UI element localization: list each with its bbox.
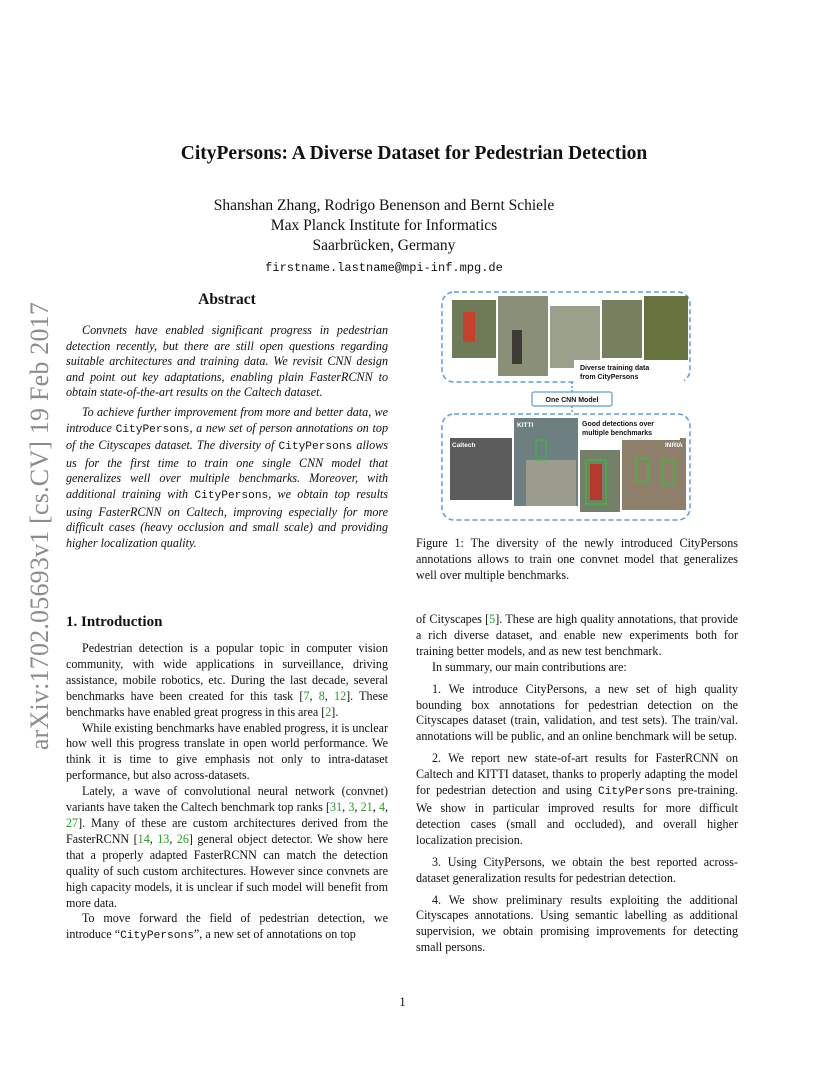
contribution-item: 3. Using CityPersons, we obtain the best reported across-dataset generalization results for pedestrian detection.: [416, 854, 738, 885]
contribution-item: 2. We report new state-of-art results for FasterRCNN on Caltech and KITTI dataset, thanks to properly adapting the model for pedestrian detection and using CityPersons pre-training. We show in particular improved results for more difficult detection cases (small and occluded), and overall higher localization precision.: [416, 751, 738, 847]
body-paragraph: Pedestrian detection is a popular topic in computer vision community, with wide applications in surveillance, driving assistance, mobile robotics, etc. During the last decade, several benchmarks have been created for this task [7, 8, 12]. These benchmarks have enabled great progress in this area [2].: [66, 641, 389, 719]
citation-link[interactable]: 26: [176, 831, 189, 846]
photo-thumb: [512, 330, 522, 364]
paper-title: CityPersons: A Diverse Dataset for Pedestrian Detection: [180, 143, 648, 164]
citation-link[interactable]: 4: [378, 800, 385, 815]
code-term: CityPersons: [194, 489, 269, 502]
author-email: firstname.lastname@mpi-inf.mpg.de: [265, 261, 503, 275]
abstract-heading: Abstract: [198, 291, 256, 308]
abstract-paragraph: To achieve further improvement from more and better data, we introduce CityPersons, a new set of person annotations on top of the Cityscapes dataset. The diversity of CityPersons allows us for the first time to train one single CNN model that generalizes well over multiple benchmarks. Moreover, with additional training with CityPersons, we obtain top results using FasterRCNN on Caltech, improving especially for more difficult cases (heavy occlusion and small scale) and providing higher localization quality.: [66, 404, 389, 550]
code-term: CityPersons: [120, 930, 194, 943]
arxiv-identifier: arXiv:1702.05693v1 [cs.CV] 19 Feb 2017: [25, 301, 54, 751]
figure-illustration: [440, 290, 694, 522]
label-train-1: Diverse training data: [580, 365, 650, 372]
dataset-label-inria: INRIA: [665, 442, 683, 449]
photo-thumb: [526, 460, 576, 506]
photo-thumb: [644, 296, 688, 360]
label-bg: [574, 360, 684, 386]
contribution-item: 4. We show preliminary results exploiting the additional Cityscapes annotations. Using semantic labelling as additional supervision, we obtain promising improvements for detecting small persons.: [416, 892, 738, 955]
citation-link[interactable]: 13: [157, 831, 170, 846]
citation-link[interactable]: 5: [489, 612, 496, 626]
author-block: [0, 196, 768, 278]
citation-link[interactable]: 14: [137, 831, 150, 846]
photo-thumb: [590, 464, 602, 500]
body-paragraph: of Cityscapes [5]. These are high quality annotations, that provide a rich diverse dataset, and enable new experiments both for training better models, and as new test benchmark.: [416, 612, 738, 658]
photo-thumb: [463, 312, 475, 342]
code-term: CityPersons: [597, 786, 672, 799]
citation-link[interactable]: 7: [303, 688, 310, 703]
abstract-body: [66, 323, 388, 551]
contribution-item: 1. We introduce CityPersons, a new set of high quality bounding box annotations for pedestrian detection on the Cityscapes dataset (train, validation, and test sets). The train/val. annotations will be public, and an online benchmark will be setup.: [416, 681, 738, 744]
citation-link[interactable]: 21: [360, 800, 373, 815]
body-paragraph: In summary, our main contributions are:: [432, 659, 627, 674]
citation-link[interactable]: 8: [318, 688, 325, 703]
label-detect-2: multiple benchmarks: [582, 430, 653, 437]
dataset-label-eth: ETH: [528, 509, 541, 516]
figure-1: [440, 290, 694, 522]
code-term: CityPersons: [278, 441, 353, 454]
page-number: 1: [399, 995, 406, 1009]
photo-thumb: [602, 300, 642, 358]
photo-thumb: [498, 296, 548, 376]
author-names: Shanshan Zhang, Rodrigo Benenson and Bernt Schiele: [213, 197, 555, 214]
citation-link[interactable]: 12: [334, 688, 347, 703]
body-paragraph: Lately, a wave of convolutional neural network (convnet) variants have taken the Caltech benchmark top ranks [31, 3, 21, 4, 27]. Many of these are custom architectures derived from the FasterRCNN [14, 13, 26] general object detector. We show here that a properly adapted FasterRCNN can match the detection quality of such custom architectures. However since convnets are high capacity models, it is unclear if such model will benefit from more data.: [66, 784, 389, 910]
citation-link[interactable]: 2: [325, 704, 332, 719]
body-paragraph: While existing benchmarks have enabled progress, it is unclear how well this progress translate in open world performance. We think it is time to give emphasis not only to intra-dataset performance, but also across-datasets.: [66, 720, 388, 783]
figure-caption: Figure 1: The diversity of the newly introduced CityPersons annotations allows to train one convnet model that generalizes well over multiple benchmarks.: [416, 536, 738, 582]
section-heading: 1. Introduction: [66, 614, 163, 630]
affiliation: Max Planck Institute for Informatics: [270, 217, 498, 234]
label-detect-1: Good detections over: [582, 421, 654, 428]
label-train-2: from CityPersons: [580, 374, 639, 381]
cnn-model-label: One CNN Model: [545, 397, 599, 404]
dataset-label-kitti: KITTI: [517, 422, 534, 429]
body-paragraph: To move forward the field of pedestrian detection, we introduce “CityPersons”, a new set of annotations on top: [66, 911, 388, 943]
citation-link[interactable]: 3: [348, 800, 355, 815]
location: Saarbrücken, Germany: [312, 237, 456, 254]
citation-link[interactable]: 31: [330, 800, 343, 815]
code-term: CityPersons: [115, 423, 190, 436]
abstract-paragraph: Convnets have enabled significant progress in pedestrian detection recently, but there are still open questions regarding suitable architectures and training data. We revisit CNN design and point out key adaptations, enabling plain FasterRCNN to obtain state-of-the-art results on the Caltech dataset.: [66, 323, 388, 400]
citation-link[interactable]: 27: [66, 815, 79, 830]
intro-right-column: [416, 612, 738, 956]
intro-left-column: [66, 641, 388, 945]
dataset-label-caltech: Caltech: [452, 442, 476, 449]
photo-thumb: [550, 306, 600, 368]
